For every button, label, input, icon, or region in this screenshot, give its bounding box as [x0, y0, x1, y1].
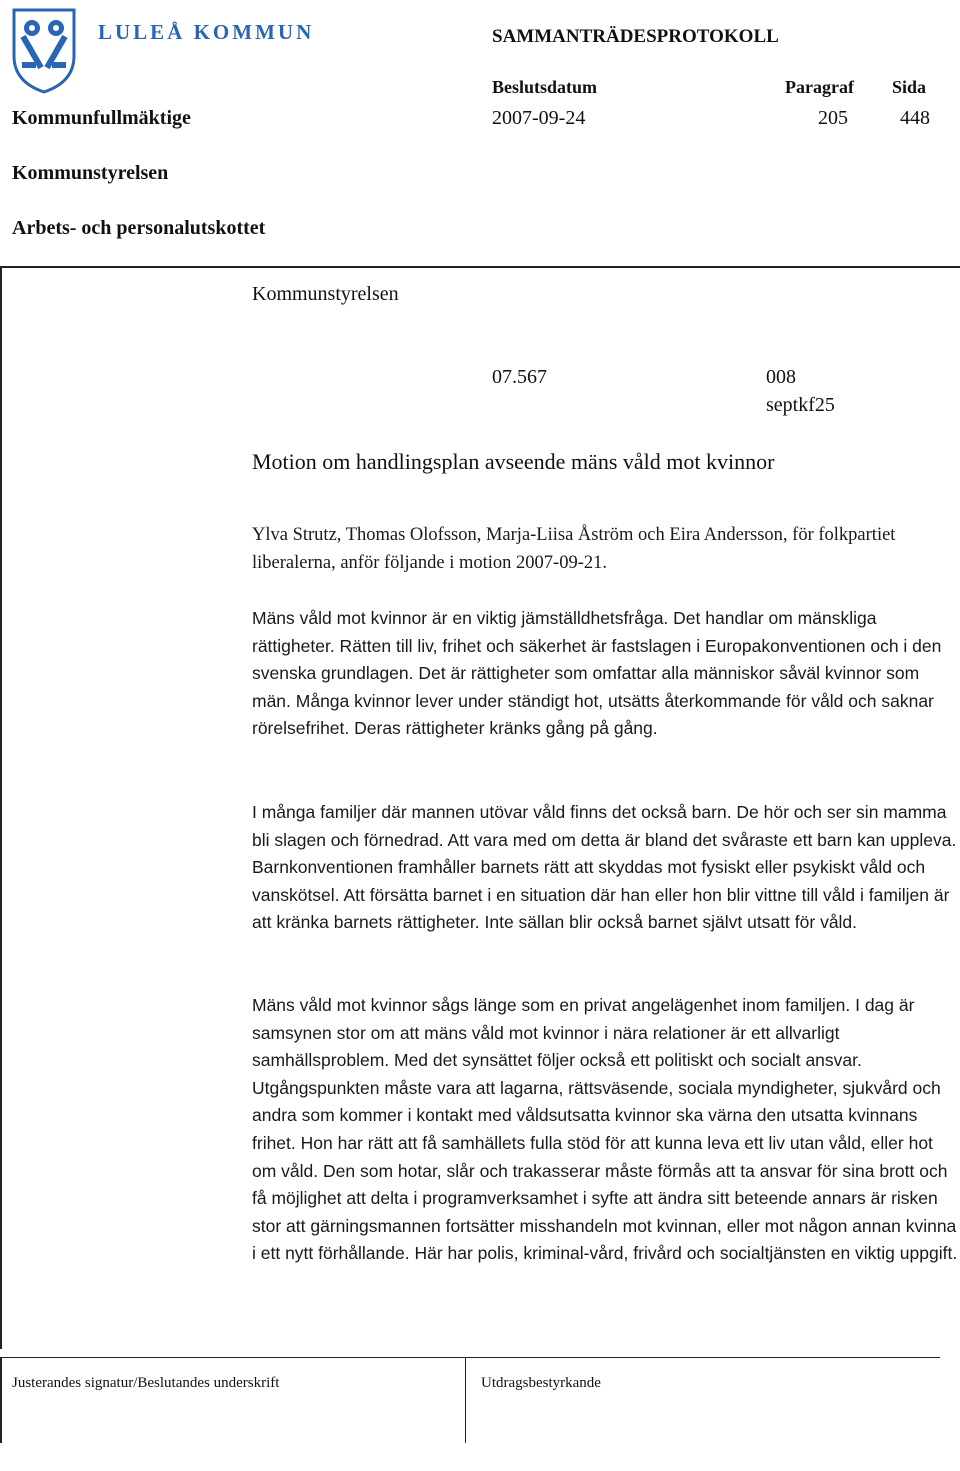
- body-name: Kommunfullmäktige: [12, 107, 191, 129]
- page-label: Sida: [892, 77, 927, 97]
- paragraph-label: Paragraf: [785, 77, 854, 97]
- page-title: Motion om handlingsplan avseende mäns våld mot kvinnor: [252, 449, 775, 474]
- reference-code-1: 008: [766, 366, 796, 388]
- decision-date: 2007-09-24: [492, 107, 586, 129]
- document-type: SAMMANTRÄDESPROTOKOLL: [492, 26, 779, 47]
- sub-body-2: Arbets- och personalutskottet: [12, 217, 266, 239]
- date-label: Beslutsdatum: [492, 77, 598, 97]
- paragraph-1: Mäns våld mot kvinnor är en viktig jämställdhetsfråga. Det handlar om mänskliga rättigheter. Rätten till liv, frihet och säkerhet är fastslagen i Europakonventionen och i den svenska grundlagen. Det är rättigheter som omfattar alla människor såväl kvinnor som män. Många kvinnor lever under ständigt hot, utsätts återkommande för våld och saknar rörelsefrihet. Deras rättigheter kränks gång på gång.: [252, 608, 942, 739]
- reference-code-2: septkf25: [766, 394, 835, 416]
- municipality-crest-icon: [10, 6, 78, 94]
- certification-label: Utdragsbestyrkande: [481, 1375, 601, 1391]
- footer-divider: [465, 1357, 466, 1443]
- paragraph-3: Mäns våld mot kvinnor sågs länge som en privat angelägenhet inom familjen. I dag är samsynen stor om att mäns våld mot kvinnor i nära relationer är ett allvarligt samhällsproblem. Med det synsättet följer också ett politiskt och socialt ansvar. Utgångspunkten måste vara att lagarna, rättsväsende, sociala myndigheter, sjukvård och andra som kommer i kontakt med våldsutsatta kvinnor ska värna den utsatta kvinnans frihet. Hon har rätt att få samhällets fulla stöd för att kunna leva ett liv utan våld, eller hot om våld. Den som hotar, slår och trakasserar måste förmås att ta ansvar för sina brott och få möjlighet att delta i programverksamhet i syfte att ändra sitt beteende annars är risken stor att gärningsmannen fortsätter misshandeln mot kvinnan, eller mot någon annan kvinna i ett nytt förhållande. Här har polis, kriminal-vård, frivård och socialtjänsten en viktig uppgift.: [252, 995, 958, 1264]
- page-number: 448: [900, 107, 930, 129]
- reference-number: 07.567: [492, 366, 547, 388]
- footer-top-line: [0, 1357, 940, 1358]
- paragraph-2: I många familjer där mannen utövar våld finns det också barn. De hör och ser sin mamma bli slagen och förnedrad. Att vara med om detta är bland det svåraste ett barn kan uppleva. Barnkonventionen framhåller barnets rätt att skyddas mot fysiskt eller psykiskt våld och vanskötsel. Att försätta barnet i en situation där han eller hon blir vittne till våld i familjen är att kränka barnets rättigheter. Inte sällan blir också barnet självt utsatt för våld.: [252, 802, 957, 933]
- paragraph-number: 205: [818, 107, 848, 129]
- footer-left-line: [0, 1357, 2, 1443]
- frame-top-line: [0, 266, 960, 268]
- intro-paragraph: Ylva Strutz, Thomas Olofsson, Marja-Liisa Åström och Eira Andersson, för folkpartiet liberalerna, anför följande i motion 2007-09-21.: [252, 525, 896, 573]
- addressee: Kommunstyrelsen: [252, 283, 399, 305]
- sub-body-1: Kommunstyrelsen: [12, 162, 169, 184]
- frame-left-line: [0, 266, 2, 1349]
- org-name: LULEÅ KOMMUN: [98, 20, 315, 44]
- signature-label: Justerandes signatur/Beslutandes underskrift: [12, 1375, 280, 1391]
